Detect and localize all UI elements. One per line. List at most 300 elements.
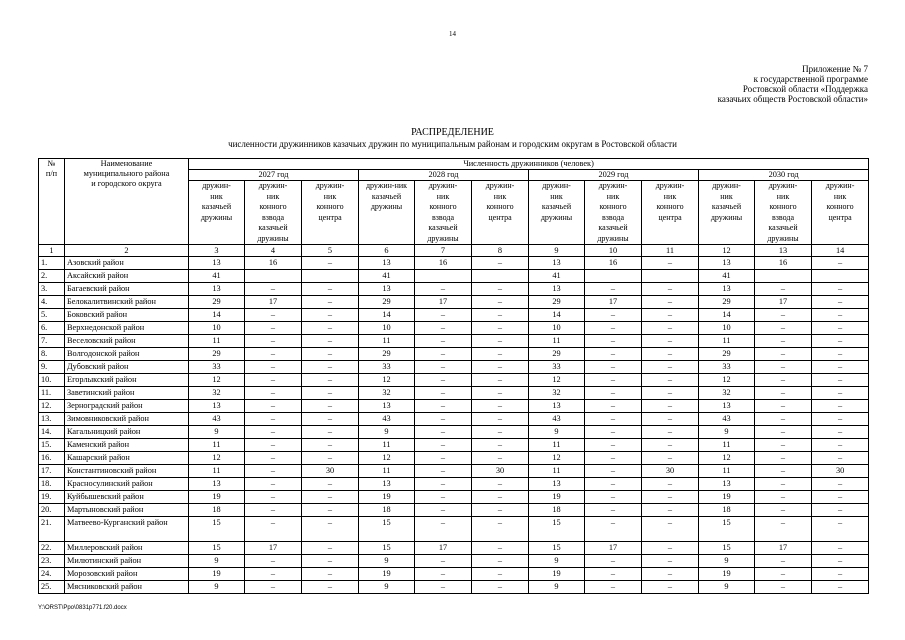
- count-cell: 19: [529, 491, 585, 504]
- count-cell: –: [245, 568, 302, 581]
- count-cell: –: [415, 491, 472, 504]
- count-cell: –: [812, 478, 869, 491]
- count-cell: –: [642, 452, 699, 465]
- column-number: 13: [755, 245, 812, 257]
- count-cell: 13: [699, 283, 755, 296]
- district-name: Константиновский район: [65, 465, 189, 478]
- count-cell: –: [585, 452, 642, 465]
- count-cell: –: [245, 374, 302, 387]
- district-name: Белокалитвинский район: [65, 296, 189, 309]
- row-number: 8.: [39, 348, 65, 361]
- row-number: 12.: [39, 400, 65, 413]
- count-cell: 15: [359, 542, 415, 555]
- count-cell: 19: [189, 568, 245, 581]
- column-number: 10: [585, 245, 642, 257]
- appendix-line-1: Приложение № 7: [802, 64, 868, 74]
- count-cell: 11: [699, 465, 755, 478]
- table-row: [39, 555, 869, 568]
- row-number: 3.: [39, 283, 65, 296]
- district-name: Зимовниковский район: [65, 413, 189, 426]
- header-subcolumn: дружин- ник конного центра: [302, 181, 359, 245]
- count-cell: 12: [699, 452, 755, 465]
- count-cell: 13: [189, 257, 245, 270]
- count-cell: –: [415, 517, 472, 542]
- row-number: 6.: [39, 322, 65, 335]
- file-path-footer: Y:\ORST\Ppo\0831p771.f20.docx: [38, 605, 127, 611]
- count-cell: –: [755, 413, 812, 426]
- row-number: 21.: [39, 517, 65, 542]
- count-cell: [415, 270, 472, 283]
- count-cell: 13: [529, 283, 585, 296]
- count-cell: –: [472, 361, 529, 374]
- header-subcolumn: дружин- ник конного взвода казачьей дружины: [245, 181, 302, 245]
- table-row: [39, 581, 869, 594]
- count-cell: –: [245, 413, 302, 426]
- count-cell: 13: [699, 478, 755, 491]
- count-cell: 29: [189, 348, 245, 361]
- count-cell: –: [812, 555, 869, 568]
- count-cell: –: [585, 322, 642, 335]
- count-cell: 29: [529, 348, 585, 361]
- count-cell: 17: [755, 542, 812, 555]
- count-cell: 14: [359, 309, 415, 322]
- count-cell: –: [302, 296, 359, 309]
- count-cell: 10: [359, 322, 415, 335]
- count-cell: –: [415, 374, 472, 387]
- district-name: Матвеево-Курганский район: [65, 517, 189, 542]
- count-cell: 43: [359, 413, 415, 426]
- count-cell: 30: [472, 465, 529, 478]
- count-cell: 12: [359, 452, 415, 465]
- count-cell: –: [585, 517, 642, 542]
- count-cell: 13: [359, 400, 415, 413]
- count-cell: –: [812, 426, 869, 439]
- count-cell: –: [245, 309, 302, 322]
- count-cell: 13: [529, 400, 585, 413]
- count-cell: 11: [189, 465, 245, 478]
- count-cell: [642, 270, 699, 283]
- count-cell: 19: [189, 491, 245, 504]
- row-number: 24.: [39, 568, 65, 581]
- count-cell: –: [642, 309, 699, 322]
- table-body: [39, 257, 869, 594]
- count-cell: –: [472, 517, 529, 542]
- count-cell: 18: [359, 504, 415, 517]
- count-cell: –: [812, 504, 869, 517]
- count-cell: 19: [699, 491, 755, 504]
- count-cell: –: [245, 465, 302, 478]
- row-number: 15.: [39, 439, 65, 452]
- header-subcolumn: дружин- ник конного центра: [812, 181, 869, 245]
- count-cell: 33: [359, 361, 415, 374]
- count-cell: –: [415, 504, 472, 517]
- count-cell: –: [302, 374, 359, 387]
- table-row: [39, 504, 869, 517]
- count-cell: –: [302, 309, 359, 322]
- count-cell: –: [812, 542, 869, 555]
- count-cell: 12: [189, 452, 245, 465]
- count-cell: 11: [359, 335, 415, 348]
- row-number: 7.: [39, 335, 65, 348]
- column-number: 8: [472, 245, 529, 257]
- count-cell: –: [755, 309, 812, 322]
- count-cell: –: [472, 439, 529, 452]
- count-cell: 14: [189, 309, 245, 322]
- count-cell: –: [642, 296, 699, 309]
- count-cell: –: [415, 309, 472, 322]
- count-cell: –: [642, 568, 699, 581]
- district-name: Азовский район: [65, 257, 189, 270]
- count-cell: –: [472, 309, 529, 322]
- count-cell: –: [245, 348, 302, 361]
- count-cell: 16: [245, 257, 302, 270]
- count-cell: –: [415, 322, 472, 335]
- count-cell: 14: [699, 309, 755, 322]
- count-cell: 29: [699, 348, 755, 361]
- count-cell: –: [585, 413, 642, 426]
- count-cell: 41: [189, 270, 245, 283]
- count-cell: –: [585, 491, 642, 504]
- count-cell: –: [755, 322, 812, 335]
- header-subcolumn: дружин- ник конного центра: [472, 181, 529, 245]
- count-cell: –: [755, 348, 812, 361]
- count-cell: –: [245, 452, 302, 465]
- appendix-line-2: к государственной программе: [753, 74, 868, 84]
- count-cell: –: [642, 361, 699, 374]
- table-row: [39, 542, 869, 555]
- table-row: [39, 348, 869, 361]
- count-cell: –: [415, 452, 472, 465]
- count-cell: 12: [189, 374, 245, 387]
- row-number: 14.: [39, 426, 65, 439]
- count-cell: 17: [245, 542, 302, 555]
- column-number-row: [39, 245, 869, 257]
- count-cell: –: [755, 361, 812, 374]
- count-cell: –: [302, 400, 359, 413]
- count-cell: 29: [189, 296, 245, 309]
- count-cell: 9: [189, 426, 245, 439]
- count-cell: –: [585, 478, 642, 491]
- row-number: 23.: [39, 555, 65, 568]
- district-name: Аксайский район: [65, 270, 189, 283]
- table-row: [39, 465, 869, 478]
- count-cell: 29: [359, 348, 415, 361]
- count-cell: –: [585, 348, 642, 361]
- district-name: Егорлыкский район: [65, 374, 189, 387]
- count-cell: –: [302, 348, 359, 361]
- count-cell: –: [642, 322, 699, 335]
- count-cell: –: [245, 426, 302, 439]
- count-cell: 29: [529, 296, 585, 309]
- count-cell: –: [415, 426, 472, 439]
- header-group: Численность дружинников (человек): [189, 159, 869, 170]
- table-row: [39, 452, 869, 465]
- district-name: Морозовский район: [65, 568, 189, 581]
- count-cell: –: [302, 257, 359, 270]
- count-cell: –: [585, 361, 642, 374]
- count-cell: 10: [189, 322, 245, 335]
- row-number: 18.: [39, 478, 65, 491]
- count-cell: 11: [359, 465, 415, 478]
- count-cell: –: [472, 348, 529, 361]
- count-cell: –: [642, 504, 699, 517]
- count-cell: 9: [359, 555, 415, 568]
- count-cell: –: [415, 478, 472, 491]
- count-cell: 19: [699, 568, 755, 581]
- count-cell: –: [585, 439, 642, 452]
- table-row: [39, 322, 869, 335]
- count-cell: 30: [302, 465, 359, 478]
- distribution-table: [38, 158, 869, 594]
- count-cell: 29: [359, 296, 415, 309]
- count-cell: 11: [699, 335, 755, 348]
- count-cell: –: [812, 491, 869, 504]
- count-cell: 17: [755, 296, 812, 309]
- count-cell: 17: [585, 542, 642, 555]
- count-cell: –: [812, 374, 869, 387]
- count-cell: 13: [189, 283, 245, 296]
- count-cell: 9: [529, 581, 585, 594]
- count-cell: –: [245, 478, 302, 491]
- count-cell: 13: [699, 400, 755, 413]
- count-cell: –: [472, 400, 529, 413]
- header-subcolumn: дружин- ник конного взвода казачьей дружины: [415, 181, 472, 245]
- table-row: [39, 374, 869, 387]
- count-cell: 32: [699, 387, 755, 400]
- district-name: Кашарский район: [65, 452, 189, 465]
- count-cell: –: [755, 335, 812, 348]
- count-cell: –: [245, 555, 302, 568]
- header-year-2029: 2029 год: [529, 170, 699, 181]
- count-cell: 13: [189, 400, 245, 413]
- count-cell: 10: [529, 322, 585, 335]
- count-cell: –: [302, 413, 359, 426]
- count-cell: –: [585, 309, 642, 322]
- count-cell: –: [642, 478, 699, 491]
- count-cell: 11: [699, 439, 755, 452]
- count-cell: 11: [189, 335, 245, 348]
- count-cell: –: [642, 257, 699, 270]
- count-cell: 17: [585, 296, 642, 309]
- district-name: Мартыновский район: [65, 504, 189, 517]
- row-number: 11.: [39, 387, 65, 400]
- table-row: [39, 257, 869, 270]
- count-cell: –: [302, 555, 359, 568]
- count-cell: –: [642, 555, 699, 568]
- header-subcolumn: дружин-ник казачьей дружины: [359, 181, 415, 245]
- district-name: Миллеровский район: [65, 542, 189, 555]
- count-cell: 12: [359, 374, 415, 387]
- count-cell: –: [245, 283, 302, 296]
- count-cell: 12: [699, 374, 755, 387]
- count-cell: 10: [699, 322, 755, 335]
- header-year-2030: 2030 год: [699, 170, 869, 181]
- district-name: Багаевский район: [65, 283, 189, 296]
- count-cell: –: [755, 387, 812, 400]
- count-cell: –: [812, 400, 869, 413]
- count-cell: –: [585, 426, 642, 439]
- count-cell: –: [472, 504, 529, 517]
- count-cell: 15: [189, 517, 245, 542]
- count-cell: –: [755, 452, 812, 465]
- count-cell: –: [302, 581, 359, 594]
- district-name: Волгодонской район: [65, 348, 189, 361]
- count-cell: [812, 270, 869, 283]
- count-cell: –: [812, 361, 869, 374]
- count-cell: 9: [699, 555, 755, 568]
- count-cell: –: [245, 504, 302, 517]
- count-cell: –: [472, 581, 529, 594]
- count-cell: –: [472, 283, 529, 296]
- count-cell: –: [415, 400, 472, 413]
- count-cell: 9: [359, 426, 415, 439]
- count-cell: –: [755, 374, 812, 387]
- row-number: 9.: [39, 361, 65, 374]
- count-cell: –: [472, 296, 529, 309]
- count-cell: –: [302, 542, 359, 555]
- count-cell: –: [755, 504, 812, 517]
- header-subcolumn: дружин- ник конного взвода казачьей дружины: [755, 181, 812, 245]
- column-number: 9: [529, 245, 585, 257]
- count-cell: –: [812, 568, 869, 581]
- count-cell: 14: [529, 309, 585, 322]
- count-cell: 9: [699, 426, 755, 439]
- count-cell: –: [642, 542, 699, 555]
- count-cell: [302, 270, 359, 283]
- count-cell: –: [812, 335, 869, 348]
- count-cell: –: [642, 387, 699, 400]
- count-cell: –: [642, 491, 699, 504]
- count-cell: 9: [529, 426, 585, 439]
- count-cell: –: [302, 387, 359, 400]
- count-cell: 18: [529, 504, 585, 517]
- count-cell: –: [245, 517, 302, 542]
- row-number: 5.: [39, 309, 65, 322]
- count-cell: –: [472, 478, 529, 491]
- count-cell: –: [472, 374, 529, 387]
- count-cell: –: [812, 387, 869, 400]
- count-cell: 15: [699, 542, 755, 555]
- column-number: 1: [39, 245, 65, 257]
- row-number: 17.: [39, 465, 65, 478]
- table-row: [39, 361, 869, 374]
- column-number: 14: [812, 245, 869, 257]
- count-cell: –: [302, 517, 359, 542]
- count-cell: 11: [529, 335, 585, 348]
- count-cell: –: [415, 465, 472, 478]
- count-cell: 11: [189, 439, 245, 452]
- count-cell: –: [755, 491, 812, 504]
- count-cell: 19: [359, 491, 415, 504]
- header-subcolumn: дружин- ник казачьей дружины: [529, 181, 585, 245]
- count-cell: –: [302, 283, 359, 296]
- count-cell: [755, 270, 812, 283]
- header-subcolumn: дружин- ник казачьей дружины: [189, 181, 245, 245]
- count-cell: –: [812, 348, 869, 361]
- page-number: 14: [449, 30, 456, 38]
- appendix-line-3: Ростовской области «Поддержка: [742, 84, 868, 94]
- count-cell: 32: [189, 387, 245, 400]
- count-cell: –: [642, 426, 699, 439]
- count-cell: 16: [415, 257, 472, 270]
- table-row: [39, 517, 869, 542]
- count-cell: 9: [359, 581, 415, 594]
- district-name: Мясниковский район: [65, 581, 189, 594]
- appendix-note: [718, 64, 868, 104]
- count-cell: –: [755, 426, 812, 439]
- count-cell: [585, 270, 642, 283]
- count-cell: –: [302, 504, 359, 517]
- count-cell: –: [415, 413, 472, 426]
- table-row: [39, 426, 869, 439]
- count-cell: –: [642, 581, 699, 594]
- count-cell: –: [472, 387, 529, 400]
- count-cell: –: [812, 296, 869, 309]
- count-cell: –: [245, 335, 302, 348]
- count-cell: –: [812, 452, 869, 465]
- document-subtitle: численности дружинников казачьих дружин по муниципальным районам и городским округам в Ростовской области: [228, 139, 677, 149]
- district-name: Веселовский район: [65, 335, 189, 348]
- row-number: 10.: [39, 374, 65, 387]
- column-number: 7: [415, 245, 472, 257]
- count-cell: 17: [415, 542, 472, 555]
- count-cell: [245, 270, 302, 283]
- count-cell: –: [585, 581, 642, 594]
- count-cell: 19: [359, 568, 415, 581]
- count-cell: –: [245, 387, 302, 400]
- count-cell: –: [302, 568, 359, 581]
- count-cell: –: [585, 335, 642, 348]
- count-cell: 43: [699, 413, 755, 426]
- count-cell: –: [302, 439, 359, 452]
- count-cell: 16: [585, 257, 642, 270]
- count-cell: 13: [359, 283, 415, 296]
- appendix-line-4: казачьих обществ Ростовской области»: [717, 94, 868, 104]
- count-cell: 13: [529, 478, 585, 491]
- count-cell: 32: [529, 387, 585, 400]
- count-cell: 9: [189, 555, 245, 568]
- document-title: РАСПРЕДЕЛЕНИЕ: [411, 127, 494, 138]
- table-row: [39, 478, 869, 491]
- count-cell: –: [755, 478, 812, 491]
- table-row: [39, 568, 869, 581]
- count-cell: –: [812, 257, 869, 270]
- row-number: 25.: [39, 581, 65, 594]
- header-num: № п/п: [39, 159, 65, 245]
- count-cell: –: [642, 283, 699, 296]
- count-cell: 33: [699, 361, 755, 374]
- count-cell: –: [755, 465, 812, 478]
- column-number: 4: [245, 245, 302, 257]
- count-cell: –: [755, 439, 812, 452]
- count-cell: 16: [755, 257, 812, 270]
- count-cell: 17: [415, 296, 472, 309]
- row-number: 16.: [39, 452, 65, 465]
- header-name: Наименование муниципального района и городского округа: [65, 159, 189, 245]
- table-row: [39, 387, 869, 400]
- table-row: [39, 283, 869, 296]
- header-year-2028: 2028 год: [359, 170, 529, 181]
- count-cell: 17: [245, 296, 302, 309]
- column-number: 12: [699, 245, 755, 257]
- count-cell: –: [415, 568, 472, 581]
- count-cell: –: [812, 439, 869, 452]
- count-cell: 41: [529, 270, 585, 283]
- count-cell: 13: [359, 478, 415, 491]
- count-cell: 18: [699, 504, 755, 517]
- count-cell: –: [585, 374, 642, 387]
- count-cell: 13: [699, 257, 755, 270]
